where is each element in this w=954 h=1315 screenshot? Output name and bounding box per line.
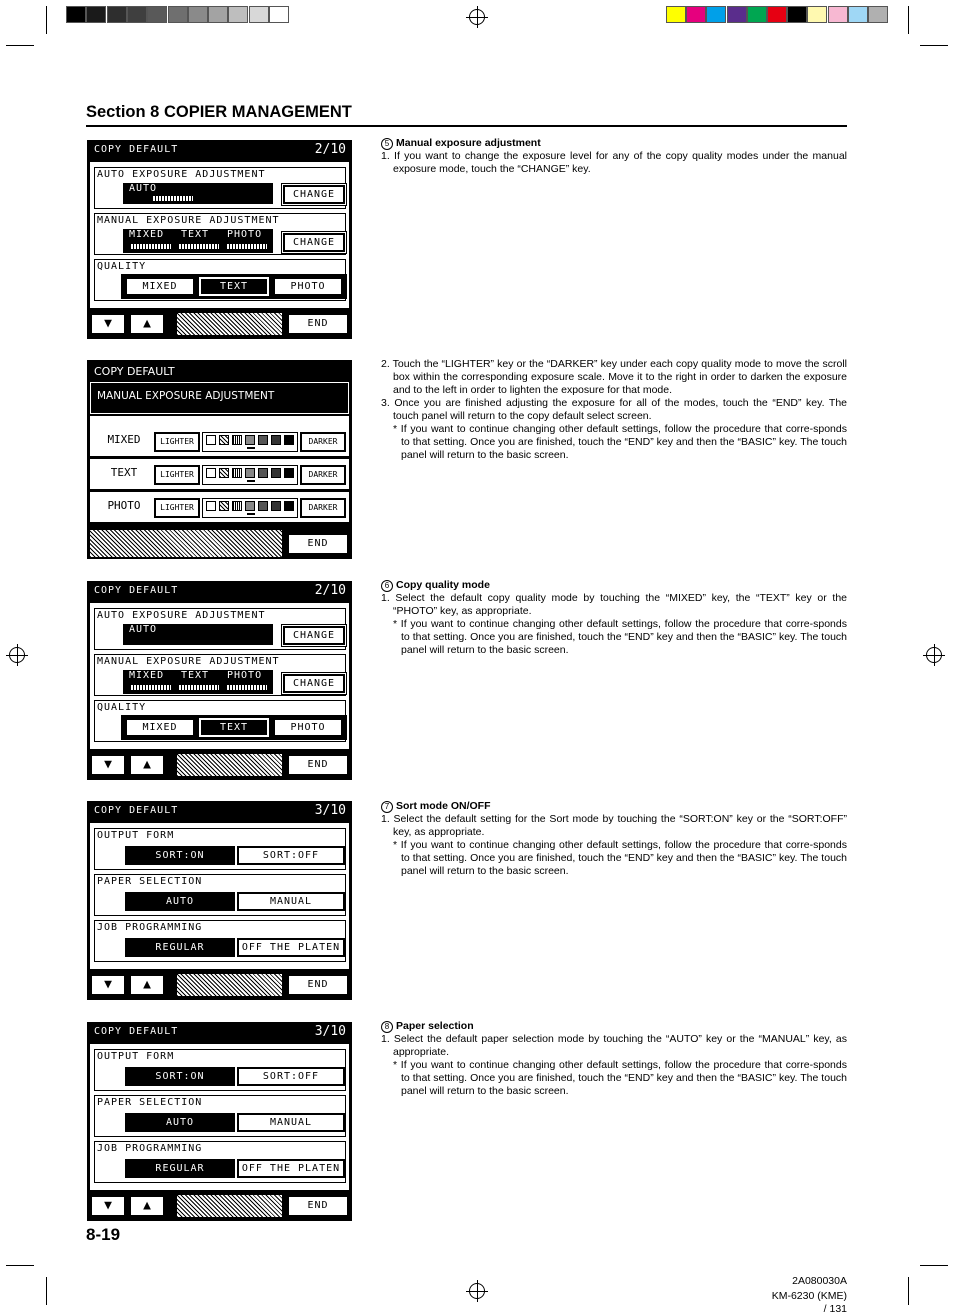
lighter-button[interactable]: LIGHTER — [154, 498, 200, 518]
group-label: QUALITY — [97, 261, 147, 272]
manual-button[interactable]: MANUAL — [237, 892, 345, 911]
lighter-button[interactable]: LIGHTER — [154, 465, 200, 485]
group-label: MANUAL EXPOSURE ADJUSTMENT — [97, 215, 280, 226]
copy-default-panel-exposure — [87, 140, 352, 339]
document-code: 2A080030A — [792, 1275, 847, 1287]
item-number: 8 — [381, 1021, 393, 1033]
crop-mark — [46, 6, 47, 34]
change-button[interactable]: CHANGE — [283, 626, 345, 645]
exposure-level-cell — [258, 501, 268, 511]
sort-off-button[interactable]: SORT:OFF — [237, 846, 345, 865]
exposure-level-cell — [219, 501, 229, 511]
manual-exposure-panel — [87, 360, 352, 559]
group-label: OUTPUT FORM — [97, 830, 175, 841]
change-button[interactable]: CHANGE — [283, 674, 345, 693]
color-swatch — [706, 6, 726, 23]
exposure-level-cell — [271, 468, 281, 478]
exposure-level-cell — [245, 468, 255, 478]
color-swatch — [686, 6, 706, 23]
darker-button[interactable]: DARKER — [300, 432, 346, 452]
darker-button[interactable]: DARKER — [300, 498, 346, 518]
end-button[interactable]: END — [287, 974, 349, 996]
text-text: TEXT — [181, 670, 210, 681]
color-swatch — [828, 6, 848, 23]
regular-button[interactable]: REGULAR — [125, 1159, 235, 1178]
step-text: 2. Touch the “LIGHTER” key or the “DARKER” key under each copy quality mode to move the scroll box within the corresponding exposure scale. Move it to the right in order to darken the exposure and to the left in order to lighten the exposure for that mode. — [381, 358, 847, 396]
gray-swatch — [208, 6, 228, 23]
item-number: 6 — [381, 580, 393, 592]
step-text: 1. If you want to change the exposure level for any of the copy quality modes under the manual exposure mode, touch the “CHANGE” key. — [381, 150, 847, 175]
off-the-platen-button[interactable]: OFF THE PLATEN — [237, 938, 345, 957]
step-text: 1. Select the default setting for the Sort mode by touching the “SORT:ON” key or the “SORT:OFF” key, as appropriate. — [381, 813, 847, 838]
text-button[interactable]: TEXT — [199, 718, 269, 737]
exposure-scale — [179, 244, 219, 249]
exposure-level-cell — [271, 501, 281, 511]
panel-footer — [87, 310, 352, 339]
gray-swatch — [188, 6, 208, 23]
scroll-up-button[interactable]: ▲ — [129, 754, 165, 776]
color-swatch — [727, 6, 747, 23]
item-title-text: Sort mode ON/OFF — [396, 800, 491, 812]
scroll-down-button[interactable]: ▼ — [90, 974, 126, 996]
panel-page: 3/10 — [314, 1024, 346, 1039]
panel-footer — [87, 1192, 352, 1221]
panel-footer — [87, 971, 352, 1000]
exposure-level-cell — [284, 468, 294, 478]
auto-exposure-group — [94, 167, 346, 209]
copy-default-panel-sort — [87, 801, 352, 1000]
exposure-scale — [202, 432, 298, 452]
registration-mark-icon — [469, 1283, 485, 1299]
gray-swatch — [127, 6, 147, 23]
step-text: 1. Select the default paper selection mode by touching the “AUTO” key or the “MANUAL” key, as appropriate. — [381, 1033, 847, 1058]
sort-on-button[interactable]: SORT:ON — [125, 1067, 235, 1086]
gray-swatch — [66, 6, 86, 23]
end-button[interactable]: END — [287, 533, 349, 555]
exposure-scale — [131, 685, 171, 690]
instructions-paper-selection — [381, 1020, 847, 1098]
copy-default-panel-paper — [87, 1022, 352, 1221]
exposure-level-cell — [219, 435, 229, 445]
item-title — [381, 579, 847, 592]
paper-selection-group — [94, 1095, 346, 1137]
lighter-button[interactable]: LIGHTER — [154, 432, 200, 452]
group-label: JOB PROGRAMMING — [97, 1143, 203, 1154]
quality-group — [94, 259, 346, 301]
registration-mark-icon — [926, 647, 942, 663]
item-title — [381, 800, 847, 813]
scroll-up-button[interactable]: ▲ — [129, 974, 165, 996]
hatched-area — [177, 313, 282, 335]
exposure-level-cell — [284, 501, 294, 511]
output-form-group — [94, 1049, 346, 1091]
sort-on-button[interactable]: SORT:ON — [125, 846, 235, 865]
manual-button[interactable]: MANUAL — [237, 1113, 345, 1132]
panel-page: 2/10 — [314, 583, 346, 598]
note-text: * If you want to continue changing other default settings, follow the procedure that corre-sponds to that setting. Once you are finished, touch the “END” key and then the “BASIC” key. The touch panel will return to the basic screen. — [393, 423, 847, 461]
mixed-text: MIXED — [129, 229, 165, 240]
sheet-number: / 131 — [823, 1303, 847, 1315]
model-code: KM-6230 (KME) — [771, 1290, 847, 1302]
hatched-area — [177, 1195, 282, 1217]
hatched-area — [90, 530, 282, 557]
exposure-level-cell — [258, 468, 268, 478]
panel-body — [90, 823, 349, 969]
exposure-level-cell — [284, 435, 294, 445]
panel-title: COPY DEFAULT — [94, 365, 175, 378]
scroll-box-marker — [247, 480, 255, 483]
quality-group — [94, 700, 346, 742]
mixed-button[interactable]: MIXED — [125, 718, 195, 737]
mixed-text: MIXED — [129, 670, 165, 681]
group-label: PAPER SELECTION — [97, 876, 203, 887]
panel-body — [90, 162, 349, 308]
text-button[interactable]: TEXT — [199, 277, 269, 296]
color-swatch — [666, 6, 686, 23]
group-label: JOB PROGRAMMING — [97, 922, 203, 933]
panel-title: COPY DEFAULT — [94, 805, 179, 816]
subtitle-text: MANUAL EXPOSURE ADJUSTMENT — [97, 390, 275, 402]
gray-swatch — [147, 6, 167, 23]
instructions-copy-quality — [381, 579, 847, 657]
crop-mark — [920, 1265, 948, 1266]
job-programming-group — [94, 1141, 346, 1183]
exposure-row-text — [90, 459, 349, 489]
job-programming-group — [94, 920, 346, 962]
manual-exposure-group — [94, 654, 346, 696]
color-swatch — [868, 6, 888, 23]
scroll-up-button[interactable]: ▲ — [129, 1195, 165, 1217]
sort-off-button[interactable]: SORT:OFF — [237, 1067, 345, 1086]
step-text: 1. Select the default copy quality mode by touching the “MIXED” key, the “TEXT” key or the “PHOTO” key, as appropriate. — [381, 592, 847, 617]
exposure-level-cell — [258, 435, 268, 445]
crop-mark — [908, 1277, 909, 1305]
instructions-sort-mode — [381, 800, 847, 878]
registration-mark-icon — [469, 9, 485, 25]
gray-swatch — [249, 6, 269, 23]
panel-title: COPY DEFAULT — [94, 1026, 179, 1037]
exposure-scale — [202, 498, 298, 518]
color-swatch — [807, 6, 827, 23]
crop-mark — [920, 45, 948, 46]
gray-swatch — [107, 6, 127, 23]
auto-button[interactable]: AUTO — [125, 1113, 235, 1132]
exposure-row-mixed — [90, 426, 349, 456]
auto-button[interactable]: AUTO — [125, 892, 235, 911]
panel-footer — [87, 751, 352, 780]
mode-label: PHOTO — [107, 499, 141, 512]
note-text: * If you want to continue changing other default settings, follow the procedure that corre-sponds to that setting. Once you are finished, touch the “END” key and then the “BASIC” key. The touch panel will return to the basic screen. — [393, 839, 847, 877]
item-title-text: Copy quality mode — [396, 579, 490, 591]
change-button[interactable]: CHANGE — [283, 233, 345, 252]
exposure-level-cell — [206, 468, 216, 478]
mode-label: MIXED — [107, 433, 141, 446]
photo-button[interactable]: PHOTO — [273, 277, 343, 296]
group-label: MANUAL EXPOSURE ADJUSTMENT — [97, 656, 280, 667]
group-label: OUTPUT FORM — [97, 1051, 175, 1062]
exposure-level-cell — [245, 435, 255, 445]
copy-default-panel-quality — [87, 581, 352, 780]
item-title — [381, 1020, 847, 1033]
gray-swatch — [86, 6, 106, 23]
exposure-scale — [179, 685, 219, 690]
exposure-scale — [202, 465, 298, 485]
manual-modes-indicator — [123, 229, 273, 253]
exposure-level-cell — [232, 501, 242, 511]
crop-mark — [908, 6, 909, 34]
mode-label: TEXT — [110, 466, 138, 479]
manual-exposure-group — [94, 213, 346, 255]
note-text: * If you want to continue changing other default settings, follow the procedure that corre-sponds to that setting. Once you are finished, touch the “END” key and then the “BASIC” key. The touch panel will return to the basic screen. — [393, 1059, 847, 1097]
item-number: 5 — [381, 138, 393, 150]
instructions-exposure-steps — [381, 358, 847, 462]
gray-swatch — [269, 6, 289, 23]
auto-indicator — [123, 624, 273, 645]
panel-body — [90, 603, 349, 749]
exposure-level-cell — [219, 468, 229, 478]
exposure-scale — [227, 244, 267, 249]
crop-mark — [6, 45, 34, 46]
exposure-level-cell — [245, 501, 255, 511]
crop-mark — [46, 1277, 47, 1305]
regular-button[interactable]: REGULAR — [125, 938, 235, 957]
auto-indicator — [123, 183, 273, 204]
panel-title: COPY DEFAULT — [94, 585, 179, 596]
hatched-area — [177, 754, 282, 776]
scroll-box-marker — [247, 513, 255, 516]
exposure-level-cell — [206, 501, 216, 511]
group-label: QUALITY — [97, 702, 147, 713]
mixed-button[interactable]: MIXED — [125, 277, 195, 296]
manual-modes-indicator — [123, 670, 273, 694]
section-heading: Section 8 COPIER MANAGEMENT — [86, 103, 352, 121]
exposure-scale — [153, 196, 193, 201]
darker-button[interactable]: DARKER — [300, 465, 346, 485]
panel-title: COPY DEFAULT — [94, 144, 179, 155]
scroll-box-marker — [247, 447, 255, 450]
group-label: AUTO EXPOSURE ADJUSTMENT — [97, 169, 266, 180]
scroll-up-button[interactable]: ▲ — [129, 313, 165, 335]
end-button[interactable]: END — [287, 1195, 349, 1217]
item-title — [381, 137, 847, 150]
end-button[interactable]: END — [287, 754, 349, 776]
photo-text: PHOTO — [227, 670, 263, 681]
paper-selection-group — [94, 874, 346, 916]
color-swatch — [747, 6, 767, 23]
exposure-row-photo — [90, 492, 349, 522]
heading-rule — [86, 125, 847, 127]
auto-exposure-group — [94, 608, 346, 650]
exposure-scale — [131, 244, 171, 249]
item-title-text: Paper selection — [396, 1020, 474, 1032]
panel-page: 3/10 — [314, 803, 346, 818]
note-text: * If you want to continue changing other default settings, follow the procedure that corre-sponds to that setting. Once you are finished, touch the “END” key and then the “BASIC” key. The touch panel will return to the basic screen. — [393, 618, 847, 656]
gray-swatch — [228, 6, 248, 23]
step-text: 3. Once you are finished adjusting the exposure for all of the modes, touch the “END” key. The touch panel will return to the copy default select screen. — [381, 397, 847, 422]
exposure-level-cell — [232, 468, 242, 478]
hatched-area — [177, 974, 282, 996]
panel-footer — [87, 530, 352, 559]
item-number: 7 — [381, 801, 393, 813]
off-the-platen-button[interactable]: OFF THE PLATEN — [237, 1159, 345, 1178]
photo-text: PHOTO — [227, 229, 263, 240]
color-swatch — [848, 6, 868, 23]
page-number: 8-19 — [86, 1225, 121, 1244]
instructions-manual-exposure — [381, 137, 847, 176]
exposure-level-cell — [206, 435, 216, 445]
auto-text: AUTO — [129, 183, 158, 194]
auto-text: AUTO — [129, 624, 158, 635]
group-label: PAPER SELECTION — [97, 1097, 203, 1108]
scroll-down-button[interactable]: ▼ — [90, 1195, 126, 1217]
end-button[interactable]: END — [287, 313, 349, 335]
item-title-text: Manual exposure adjustment — [396, 137, 541, 149]
color-swatch — [767, 6, 787, 23]
photo-button[interactable]: PHOTO — [273, 718, 343, 737]
panel-subtitle — [90, 382, 349, 414]
crop-mark — [6, 1265, 34, 1266]
color-swatch — [787, 6, 807, 23]
panel-body — [90, 1044, 349, 1190]
group-label: AUTO EXPOSURE ADJUSTMENT — [97, 610, 266, 621]
registration-mark-icon — [9, 647, 25, 663]
change-button[interactable]: CHANGE — [283, 185, 345, 204]
text-text: TEXT — [181, 229, 210, 240]
scroll-down-button[interactable]: ▼ — [90, 313, 126, 335]
output-form-group — [94, 828, 346, 870]
exposure-level-cell — [232, 435, 242, 445]
exposure-scale — [227, 685, 267, 690]
panel-page: 2/10 — [314, 142, 346, 157]
exposure-level-cell — [271, 435, 281, 445]
scroll-down-button[interactable]: ▼ — [90, 754, 126, 776]
gray-swatch — [168, 6, 188, 23]
